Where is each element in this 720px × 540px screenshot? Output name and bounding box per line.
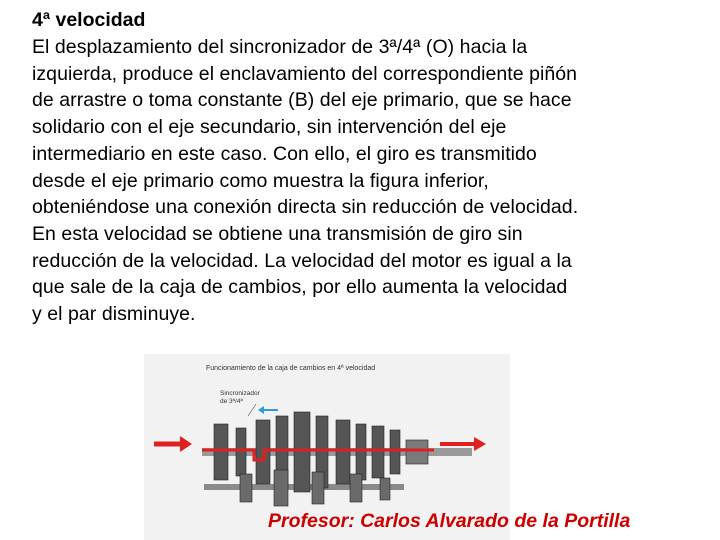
- sync-label: [220, 390, 280, 406]
- gear: [372, 426, 384, 478]
- paragraph-line: izquierda, produce el enclavamiento del correspondiente piñón: [32, 62, 578, 85]
- gear: [274, 470, 288, 506]
- gear: [294, 412, 310, 492]
- paragraph-line: y el par disminuye.: [32, 303, 196, 326]
- gear: [336, 420, 350, 484]
- output-arrow-head: [474, 437, 486, 451]
- credit-line: Profesor: Carlos Alvarado de la Portilla: [268, 510, 631, 532]
- gear: [214, 424, 228, 480]
- gear: [240, 474, 252, 502]
- paragraph-line: de arrastre o toma constante (B) del eje primario, que se hace: [32, 89, 572, 112]
- paragraph-line: que sale de la caja de cambios, por ello aumenta la velocidad: [32, 276, 568, 299]
- paragraph-line: solidario con el eje secundario, sin intervención del eje: [32, 116, 507, 139]
- gear: [356, 424, 366, 480]
- paragraph-line: desde el eje primario como muestra la figura inferior,: [32, 169, 489, 192]
- sync-direction-arrow-head: [258, 406, 264, 414]
- input-arrow-head: [180, 436, 192, 452]
- slide-heading: 4ª velocidad: [32, 9, 146, 31]
- gear: [236, 428, 246, 476]
- gear: [350, 474, 362, 502]
- gear: [390, 430, 400, 474]
- body-paragraph: [32, 34, 712, 328]
- paragraph-line: El desplazamiento del sincronizador de 3ª/4ª (O) hacia la: [32, 36, 528, 58]
- figure-title: Funcionamiento de la caja de cambios en 4ª velocidad: [206, 365, 376, 372]
- output-housing: [406, 440, 428, 464]
- sync-label-line1: Sincronizador: [220, 390, 260, 397]
- paragraph-line: obteniéndose una conexión directa sin reducción de velocidad.: [32, 196, 579, 219]
- paragraph-line: intermediario en este caso. Con ello, el giro es transmitido: [32, 142, 537, 165]
- sync-label-line2: de 3ª/4ª: [220, 398, 243, 405]
- gear: [380, 478, 390, 500]
- paragraph-line: En esta velocidad se obtiene una transmisión de giro sin: [32, 222, 523, 245]
- paragraph-line: reducción de la velocidad. La velocidad del motor es igual a la: [32, 249, 572, 272]
- gear: [312, 472, 324, 504]
